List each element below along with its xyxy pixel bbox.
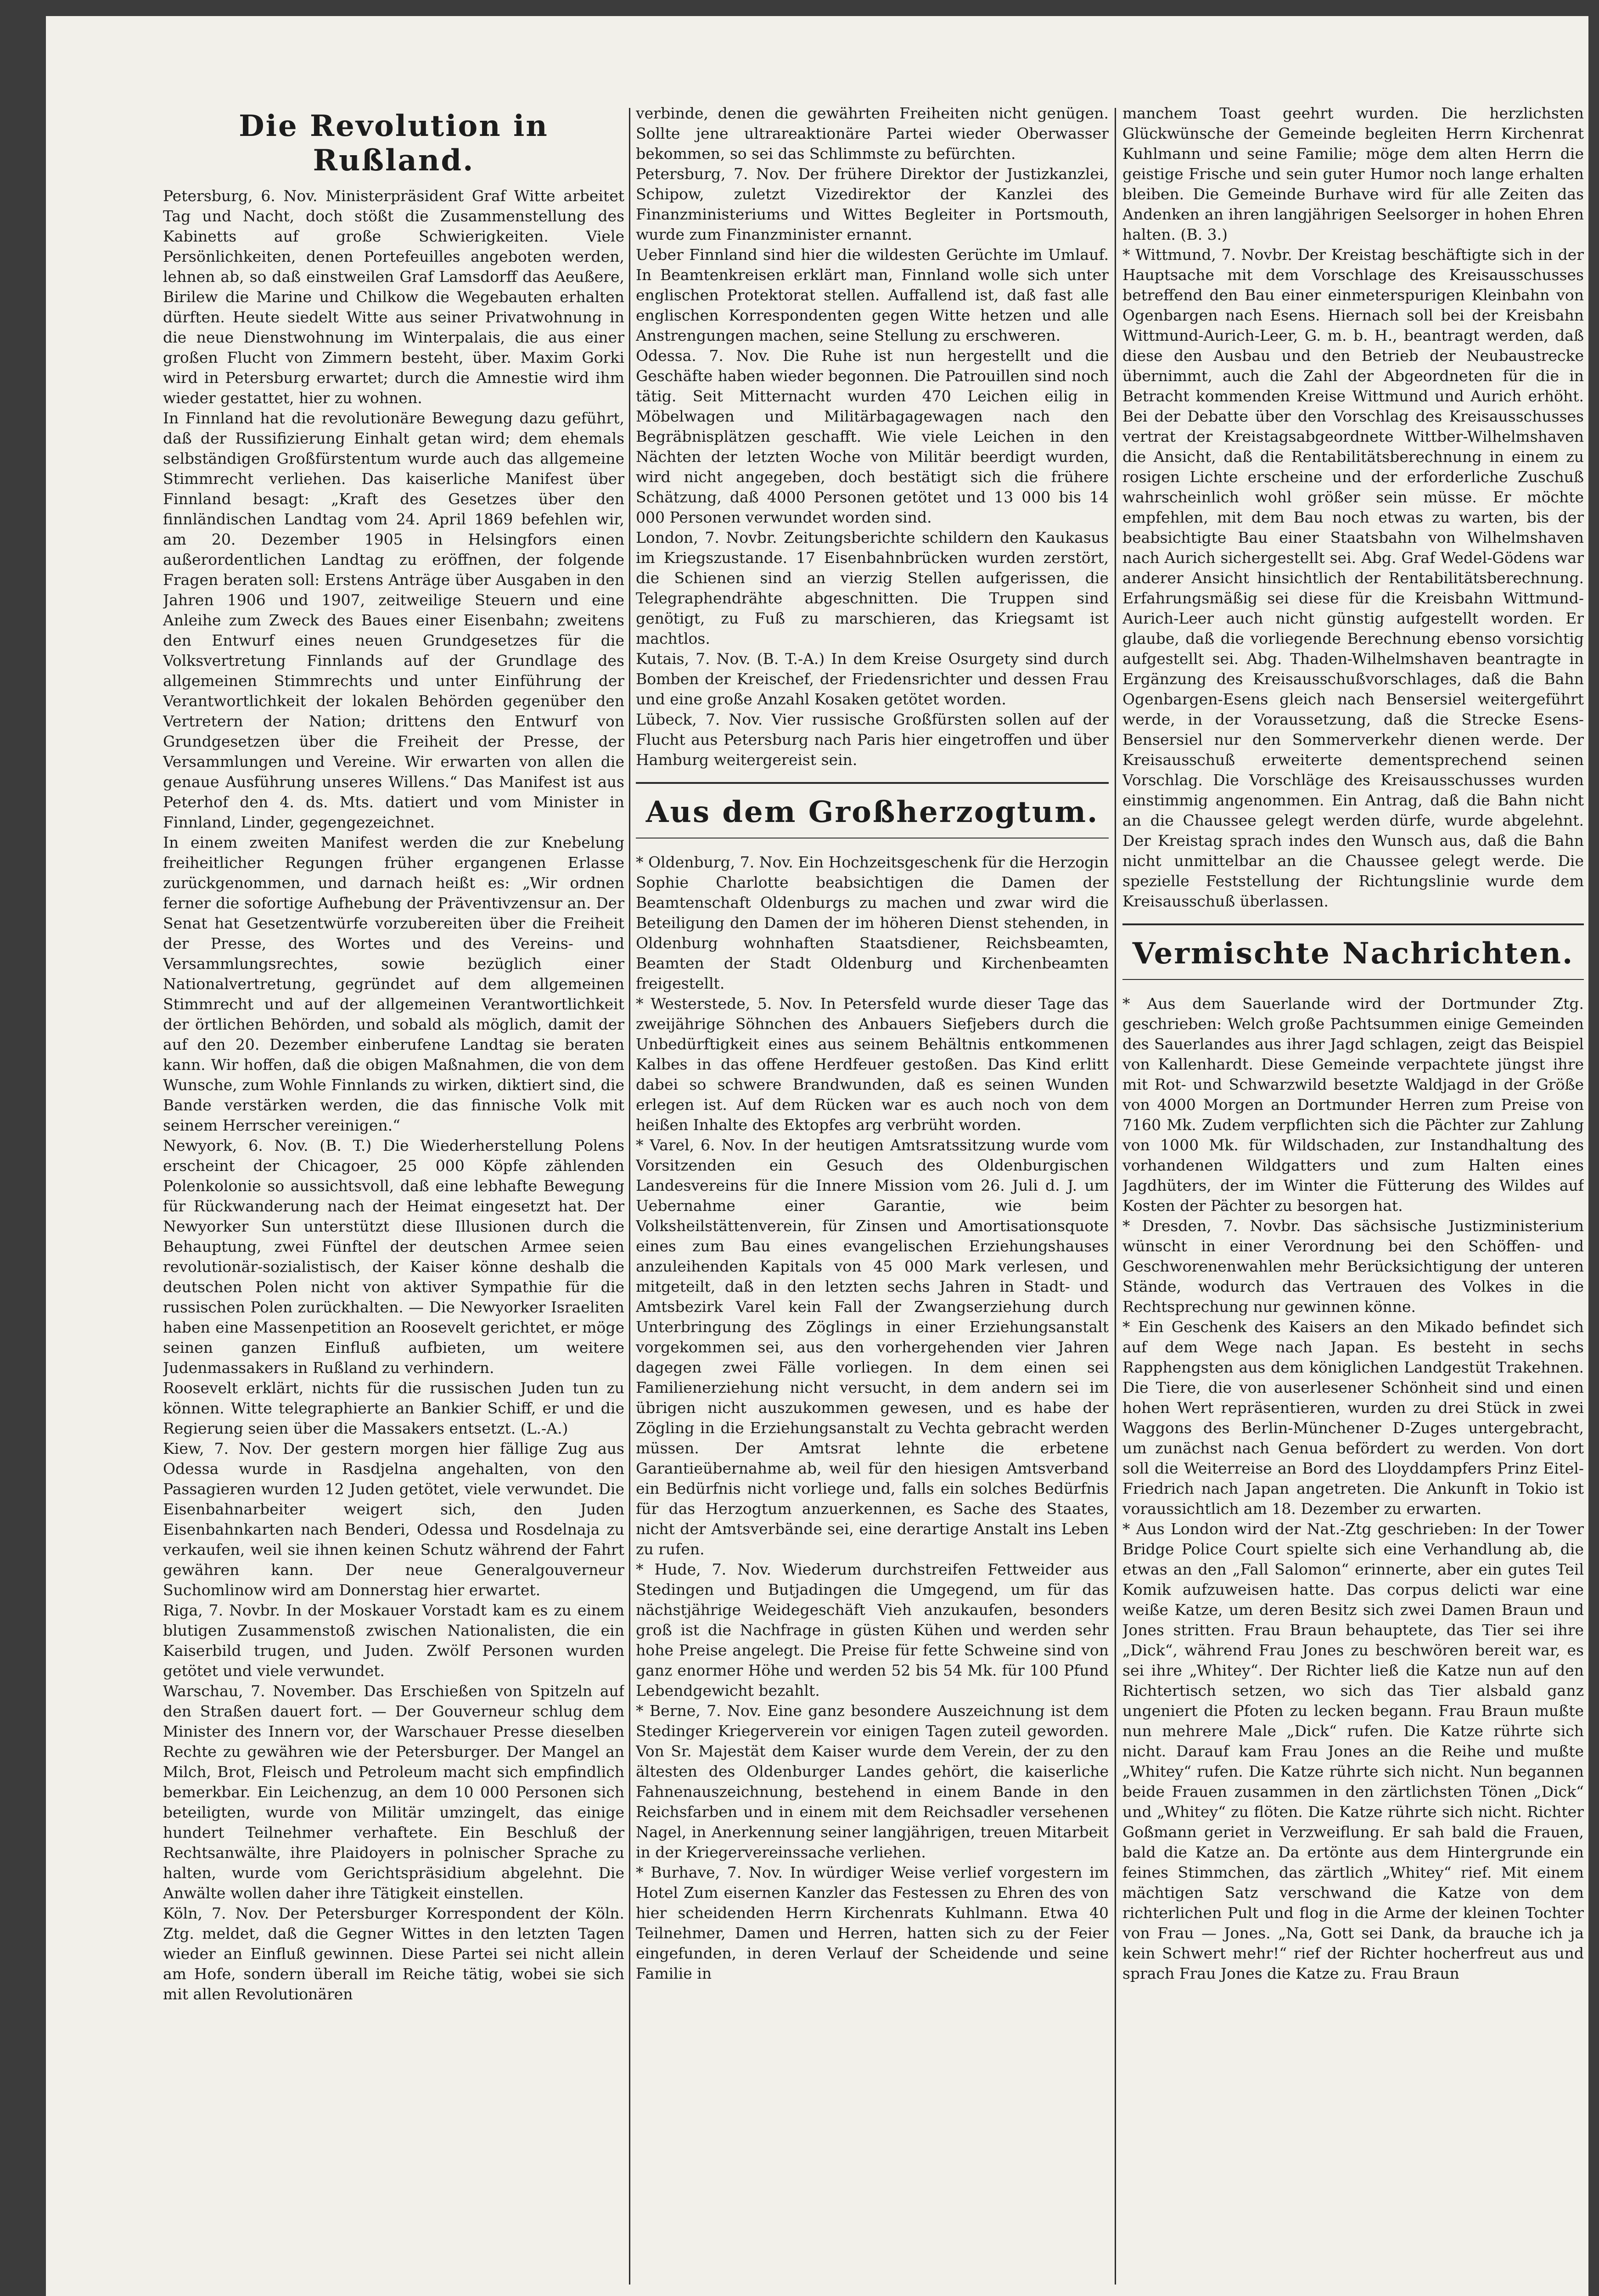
article-paragraph: * Varel, 6. Nov. In der heutigen Amtsratssitzung wurde vom Vorsitzenden ein Gesuch des Oldenburgischen Landesvereins für die Innere Mission vom 26. Juli d. J. um Uebernahme einer Garantie, wie beim Volksheilstättenverein, für Zinsen und Amortisationsquote eines zum Bau eines evangelischen Erziehungshauses anzuleihenden Kapitals von 45 000 Mark verlesen, und mitgeteilt, daß in den letzten sechs Jahren in Stadt- und Amtsbezirk Varel kein Fall der Zwangserziehung durch Unterbringung des Zöglings in einer Erziehungsanstalt vorgekommen sei, aus den vorhergehenden vier Jahren dagegen zwei Fälle vorliegen. In dem einen sei Familienerziehung nicht versucht, in dem andern sei im übrigen nicht auszukommen gewesen, und es habe der Zögling in die Erziehungsanstalt zu Vechta gebracht werden müssen. Der Amtsrat lehnte die erbetene Garantieübernahme ab, weil für den hiesigen Amtsverband ein Bedürfnis nicht vorliege und, falls ein solches Bedürfnis für das Herzogtum anzuerkennen, es Sache des Staates, nicht der Amtsverbände sei, eine derartige Anstalt ins Leben zu rufen. (636, 1136, 1109, 1558)
column-3 (1122, 103, 1584, 2289)
article-paragraph: Köln, 7. Nov. Der Petersburger Korrespondent der Köln. Ztg. meldet, daß die Gegner Wittes in den letzten Tagen wieder an Einfluß gewinnen. Diese Partei sei nicht allein am Hofe, sondern überall im Reiche tätig, wobei sie sich mit allen Revolutionären (163, 1904, 624, 2003)
article-paragraph: verbinde, denen die gewährten Freiheiten nicht genügen. Sollte jene ultrareaktionäre Partei wieder Oberwasser bekommen, so sei das Schlimmste zu befürchten. (636, 104, 1109, 163)
article-paragraph: * Aus London wird der Nat.-Ztg geschrieben: In der Tower Bridge Police Court spielte sich eine Verhandlung ab, die etwas an den „Fall Salomon“ erinnerte, aber ein gutes Teil Komik aufzuweisen hatte. Das corpus delicti war eine weiße Katze, um deren Besitz sich zwei Damen Braun und Jones stritten. Frau Braun behauptete, das Tier sei ihre „Dick“, während Frau Jones zu beschwören bereit war, es sei ihre „Whitey“. Der Richter ließ die Katze nun auf den Richtertisch setzen, wo sich das Tier alsbald ganz ungeniert die Pfoten zu lecken begann. Frau Braun mußte nun mehrere Male „Dick“ rufen. Die Katze rührte sich nicht. Darauf kam Frau Jones an die Reihe und mußte „Whitey“ rufen. Die Katze rührte sich nicht. Nun begannen beide Frauen zusammen in den zärtlichsten Tönen „Dick“ und „Whitey“ zu flöten. Die Katze rührte sich nicht. Richter Goßmann geriet in Verzweiflung. Er sah bald die Frauen, bald die Katze an. Da ertönte aus dem Hintergrunde ein feines Stimmchen, das zärtlich „Whitey“ rief. Mit einem mächtigen Satz verschwand die Katze von dem richterlichen Pult und flog in die Arme der kleinen Tochter von Frau — Jones. „Na, Gott sei Dank, da brauche ich ja kein Schwert mehr!“ rief der Richter hocherfreut aus und sprach Frau Jones die Katze zu. Frau Braun (1122, 1520, 1584, 1982)
article-paragraph: Kutais, 7. Nov. (B. T.-A.) In dem Kreise Osurgety sind durch Bomben der Kreischef, der Friedensrichter und dessen Frau und eine große Anzahl Kosaken getötet worden. (636, 650, 1109, 708)
article-paragraph: In einem zweiten Manifest werden die zur Knebelung freiheitlicher Regungen früher ergangenen Erlasse zurückgenommen, und darnach heißt es: „Wir ordnen ferner die sofortige Aufhebung der Präventivzensur an. Der Senat hat Gesetzentwürfe vorzubereiten über die Freiheit der Presse, des Wortes und des Vereins- und Versammlungsrechtes, sowie bezüglich einer Nationalvertretung, gegründet auf dem allgemeinen Stimmrecht und auf der allgemeinen Verantwortlichkeit der örtlichen Behörden, und sobald als möglich, damit der auf den 20. Dezember einberufene Landtag sie beraten kann. Wir hoffen, daß die obigen Maßnahmen, die von dem Wunsche, zum Wohle Finnlands zu wirken, diktiert sind, die Bande verstärken werden, die das finnische Volk mit seinem Herrscher vereinigen.“ (163, 833, 624, 1134)
article-paragraph: * Dresden, 7. Novbr. Das sächsische Justizministerium wünscht in einer Verordnung bei den Schöffen- und Geschworenenwahlen mehr Berücksichtigung der unteren Stände, wodurch das Vertrauen des Volkes in die Rechtsprechung nur gewinnen könne. (1122, 1217, 1584, 1316)
article-paragraph: Lübeck, 7. Nov. Vier russische Großfürsten sollen auf der Flucht aus Petersburg nach Paris hier eingetroffen und über Hamburg weitergereist sein. (636, 710, 1109, 769)
section-title-grossherzogtum: Aus dem Großherzogtum. (645, 795, 1099, 829)
article-paragraph: Kiew, 7. Nov. Der gestern morgen hier fällige Zug aus Odessa wurde in Rasdjelna angehalten, von den Passagieren wurden 12 Juden getötet, viele verwundet. Die Eisenbahnarbeiter weigert sich, den Juden Eisenbahnkarten nach Benderi, Odessa und Rosdelnaja zu verkaufen, weil sie ihnen keinen Schutz während der Fahrt gewähren kann. Der neue Generalgouverneur Suchomlinow wird am Donnerstag hier erwartet. (163, 1440, 624, 1599)
section-divider (1122, 979, 1584, 980)
article-paragraph: manchem Toast geehrt wurden. Die herzlichsten Glückwünsche der Gemeinde begleiten Herrn Kirchenrat Kuhlmann und seine Familie; möge dem alten Herrn die geistige Frische und sein guter Humor noch lange erhalten bleiben. Die Gemeinde Burhave wird für alle Zeiten das Andenken an ihren langjährigen Seelsorger in hohen Ehren halten. (B. 3.) (1122, 104, 1584, 243)
section-divider (1122, 923, 1584, 925)
article-paragraph: * Oldenburg, 7. Nov. Ein Hochzeitsgeschenk für die Herzogin Sophie Charlotte beabsichtigen die Damen der Beamtenschaft Oldenburgs zu machen und zwar wird die Beteiligung den Damen der im höheren Dienst stehenden, in Oldenburg wohnhaften Staatsdiener, Reichsbeamten, Beamten der Stadt Oldenburg und Kirchenbeamten freigestellt. (636, 853, 1109, 992)
article-paragraph: Petersburg, 7. Nov. Der frühere Direktor der Justizkanzlei, Schipow, zuletzt Vizedirektor der Kanzlei des Finanzministeriums und Wittes Begleiter in Portsmouth, wurde zum Finanzminister ernannt. (636, 165, 1109, 243)
article-paragraph: Riga, 7. Novbr. In der Moskauer Vorstadt kam es zu einem blutigen Zusammenstoß zwischen Nationalisten, die ein Kaiserbild trugen, und Juden. Zwölf Personen wurden getötet und viele verwundet. (163, 1601, 624, 1680)
article-paragraph: London, 7. Novbr. Zeitungsberichte schildern den Kaukasus im Kriegszustande. 17 Eisenbahnbrücken wurden zerstört, die Schienen sind an vierzig Stellen aufgerissen, die Telegraphendrähte abgeschnitten. Die Truppen sind genötigt, zu Fuß zu marschieren, das Kriegsamt ist machtlos. (636, 529, 1109, 647)
article-paragraph: Newyork, 6. Nov. (B. T.) Die Wiederherstellung Polens erscheint der Chicagoer, 25 000 Köpfe zählenden Polenkolonie so aussichtsvoll, daß eine lebhafte Bewegung für Rückwanderung nach der Heimat eingesetzt hat. Der Newyorker Sun unterstützt diese Illusionen durch die Behauptung, zwei Fünftel der deutschen Armee seien revolutionär-sozialistisch, der Kaiser könne deshalb die deutschen Polen nicht von aktiver Sympathie für die russischen Polen zurückhalten. — Die Newyorker Israeliten haben eine Massenpetition an Roosevelt gerichtet, er möge seinen ganzen Einfluß aufbieten, um weitere Judenmassakers in Rußland zu verhindern. (163, 1137, 624, 1377)
article-paragraph: * Berne, 7. Nov. Eine ganz besondere Auszeichnung ist dem Stedinger Kriegerverein vor einigen Tagen zuteil geworden. Von Sr. Majestät dem Kaiser wurde dem Verein, der zu den ältesten des Oldenburger Landes gehört, die kaiserliche Fahnenauszeichnung, bestehend in einem Bande in den Reichsfarben und in einem mit dem Reichsadler versehenen Nagel, in Anerkennung seiner langjährigen, treuen Mitarbeit in der Kriegervereinssache verliehen. (636, 1702, 1109, 1861)
article-paragraph: * Aus dem Sauerlande wird der Dortmunder Ztg. geschrieben: Welch große Pachtsummen einige Gemeinden des Sauerlandes aus ihrer Jagd schlagen, zeigt das Beispiel von Kallenhardt. Diese Gemeinde verpachtete jüngst ihre mit Rot- und Schwarzwild besetzte Waldjagd in der Größe von 4000 Morgen an Dortmunder Herren zum Preise von 7160 Mk. Zudem verpflichten sich die Pächter zur Zahlung von 1000 Mk. für Wildschaden, zur Instandhaltung des vorhandenen Wildgatters und zum Halten eines Jagdhüters, der im Winter die Fütterung des Wildes auf Kosten der Pächter zu besorgen hat. (1122, 995, 1584, 1215)
article-paragraph: In Finnland hat die revolutionäre Bewegung dazu geführt, daß der Russifizierung Einhalt getan wird; dem ehemals selbständigen Großfürstentum wurde auch das allgemeine Stimmrecht verliehen. Das kaiserliche Manifest über Finnland besagt: „Kraft des Gesetzes über den finnländischen Landtag vom 24. April 1869 befehlen wir, am 20. Dezember 1905 in Helsingfors einen außerordentlichen Landtag zu eröffnen, der folgende Fragen beraten soll: Erstens Anträge über Ausgaben in den Jahren 1906 und 1907, zeitweilige Steuern und eine Anleihe zum Zweck des Baues einer Eisenbahn; zweitens den Entwurf eines neuen Grundgesetzes für die Volksvertretung Finnlands auf der Grundlage des allgemeinen Stimmrechts und unter Einführung der Verantwortlichkeit der lokalen Behörden gegenüber den Vertretern der Nation; drittens den Entwurf von Grundgesetzen über die Freiheit der Presse, der Versammlungen und Vereine. Wir erwarten von allen die genaue Ausführung unseres Willens.“ Das Manifest ist aus Peterhof den 4. ds. Mts. datiert und vom Minister in Finnland, Linder, gegengezeichnet. (163, 409, 624, 831)
section-title-revolution: Die Revolution in Rußland. (239, 109, 549, 178)
column-1 (163, 103, 624, 2289)
column-2 (636, 103, 1109, 2289)
article-paragraph: * Hude, 7. Nov. Wiederum durchstreifen Fettweider aus Stedingen und Butjadingen die Umgegend, um für das nächstjährige Weidegeschäft Vieh anzukaufen, besonders groß ist die Nachfrage in güsten Kühen und werden sehr hohe Preise angelegt. Die Preise für fette Schweine sind von ganz enormer Höhe und werden 52 bis 54 Mk. für 100 Pfund Lebendgewicht bezahlt. (636, 1560, 1109, 1699)
article-paragraph: * Westerstede, 5. Nov. In Petersfeld wurde dieser Tage das zweijährige Söhnchen des Anbauers Siefjebers durch die Unbedürftigkeit eines aus seinem Behältnis entkommenen Kalbes in das offene Herdfeuer gestoßen. Das Kind erlitt dabei so schwere Brandwunden, daß es seinen Wunden erlegen ist. Auf dem Rücken war es auch noch von dem heißen Inhalte des Ektopfes arg verbrüht worden. (636, 995, 1109, 1134)
article-paragraph: Ueber Finnland sind hier die wildesten Gerüchte im Umlauf. In Beamtenkreisen erklärt man, Finnland wolle sich unter englischen Protektorat stellen. Auffallend ist, daß fast alle englischen Korrespondenten gegen Witte hetzen und alle Anstrengungen machen, seine Stellung zu erschweren. (636, 246, 1109, 344)
section-divider (636, 782, 1109, 784)
article-paragraph: Odessa. 7. Nov. Die Ruhe ist nun hergestellt und die Geschäfte haben wieder begonnen. Die Patrouillen sind noch tätig. Seit Mitternacht wurden 470 Leichen eilig in Möbelwagen und Militärbagagewagen nach den Begräbnisplätzen geschafft. Wie viele Leichen in den Nächten der letzten Woche von Militär beerdigt wurden, wird nicht angegeben, doch bestätigt sich die frühere Schätzung, daß 4000 Personen getötet und 13 000 bis 14 000 Personen verwundet worden sind. (636, 347, 1109, 526)
newspaper-page (46, 16, 1588, 2296)
article-paragraph: * Ein Geschenk des Kaisers an den Mikado befindet sich auf dem Wege nach Japan. Es besteht in sechs Rapphengsten aus dem königlichen Landgestüt Trakehnen. Die Tiere, die von auserlesener Schönheit sind und einen hohen Wert repräsentieren, wurden zu drei Stück in zwei Waggons des Berlin-Münchener D-Zuges untergebracht, um zunächst nach Genua befördert zu werden. Von dort soll die Weiterreise an Bord des Lloyddampfers Prinz Eitel-Friedrich nach Japan angetreten. Die Ankunft in Tokio ist voraussichtlich am 18. Dezember zu erwarten. (1122, 1318, 1584, 1518)
article-paragraph: Petersburg, 6. Nov. Ministerpräsident Graf Witte arbeitet Tag und Nacht, doch stößt die Zusammenstellung des Kabinetts auf große Schwierigkeiten. Viele Persönlichkeiten, denen Portefeuilles angeboten werden, lehnen ab, so daß einstweilen Graf Lamsdorff das Aeußere, Birilew die Marine und Chilkow die Wegebauten erhalten dürften. Heute siedelt Witte aus seiner Privatwohnung in die neue Dienstwohnung im Winterpalais, die aus einer großen Flucht von Zimmern besteht, über. Maxim Gorki wird in Petersburg erwartet; durch die Amnestie wird ihm wieder gestattet, hier zu wohnen. (163, 187, 624, 407)
section-title-vermischte: Vermischte Nachrichten. (1132, 936, 1574, 971)
article-paragraph: Roosevelt erklärt, nichts für die russischen Juden tun zu können. Witte telegraphierte an Bankier Schiff, er und die Regierung seien über die Massakers entsetzt. (L.-A.) (163, 1379, 624, 1437)
article-paragraph: Warschau, 7. November. Das Erschießen von Spitzeln auf den Straßen dauert fort. — Der Gouverneur schlug dem Minister des Innern vor, der Warschauer Presse dieselben Rechte zu gewähren wie der Petersburger. Der Mangel an Milch, Brot, Fleisch und Petroleum macht sich empfindlich bemerkbar. Ein Leichenzug, an dem 10 000 Personen sich beteiligten, wurde von Militär umzingelt, das einige hundert Teilnehmer verhaftete. Ein Beschluß der Rechtsanwälte, ihre Plaidoyers in polnischer Sprache zu halten, wurde vom Gerichtspräsidium abgelehnt. Die Anwälte wollen daher ihre Tätigkeit einstellen. (163, 1682, 624, 1902)
column-rule (1115, 108, 1116, 2285)
column-rule (629, 108, 630, 2285)
article-paragraph: * Burhave, 7. Nov. In würdiger Weise verlief vorgestern im Hotel Zum eisernen Kanzler das Festessen zu Ehren des von hier scheidenden Herrn Kirchenrats Kuhlmann. Etwa 40 Teilnehmer, Damen und Herren, hatten sich zu der Feier eingefunden, in deren Verlauf der Scheidende und seine Familie in (636, 1863, 1109, 1982)
article-paragraph: * Wittmund, 7. Novbr. Der Kreistag beschäftigte sich in der Hauptsache mit dem Vorschlage des Kreisausschusses betreffend den Bau einer einmeterspurigen Kleinbahn von Ogenbargen nach Esens. Hiernach soll bei der Kreisbahn Wittmund-Aurich-Leer, G. m. b. H., beantragt werden, daß diese den Ausbau und den Betrieb der Neubaustrecke übernimmt, auch die Zahl der Abgeordneten für die in Betracht kommenden Kreise Wittmund und Aurich erhöht. Bei der Debatte über den Vorschlag des Kreisausschusses vertrat der Kreistagsabgeordnete Wittber-Wilhelmshaven die Ansicht, daß die Rentabilitätsberechnung in einem zu rosigen Lichte erscheine und der erforderliche Zuschuß wahrscheinlich wohl größer sein müsse. Er möchte empfehlen, mit dem Bau noch etwas zu warten, bis der beabsichtigte Bau einer Staatsbahn von Wilhelmshaven nach Aurich sichergestellt sei. Abg. Graf Wedel-Gödens war anderer Ansicht hinsichtlich der Rentabilitätsberechnung. Erfahrungsmäßig sei diese für die Kreisbahn Wittmund-Aurich-Leer auch nicht günstig aufgestellt worden. Er glaube, daß die vorliegende Berechnung ebenso vorsichtig aufgestellt sei. Abg. Thaden-Wilhelmshaven beantragte in Ergänzung des Kreisausschußvorschlages, daß die Bahn Ogenbargen-Esens gleich nach Bensersiel weitergeführt werde, in der Voraussetzung, daß die Strecke Esens-Bensersiel nur den Sommerverkehr dienen werde. Der Kreisausschuß erweiterte dementsprechend seinen Vorschlag. Die Vorschläge des Kreisausschusses wurden einstimmig angenommen. Ein Antrag, daß die Bahn nicht an die Chaussee gelegt werden dürfe, wurde abgelehnt. Der Kreistag sprach indes den Wunsch aus, daß die Bahn nicht unmittelbar an die Chaussee gelegt werde. Die spezielle Feststellung der Richtungslinie wurde dem Kreisausschuß überlassen. (1122, 246, 1584, 910)
